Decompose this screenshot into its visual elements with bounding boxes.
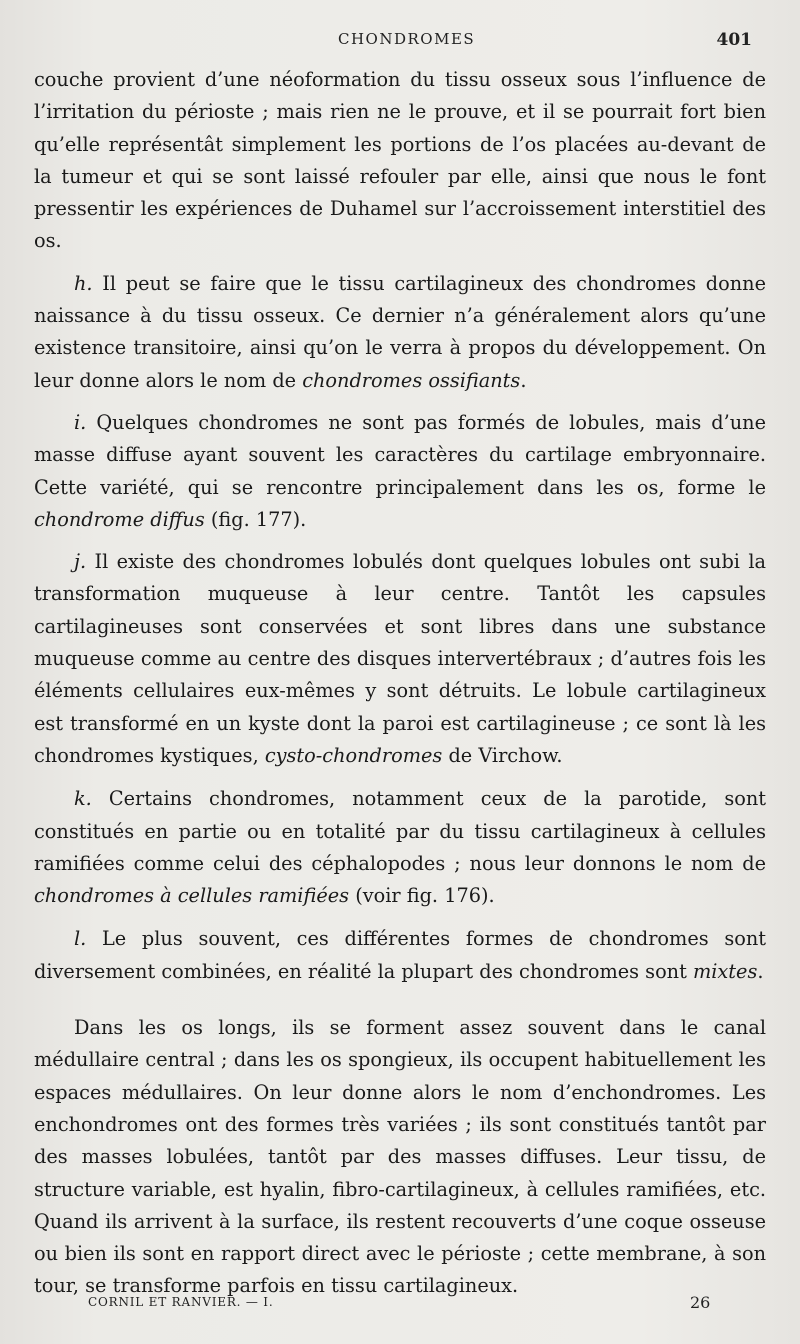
paragraph-j [34,546,766,772]
paragraph-text: Certains chondromes, notamment ceux de la parotide, sont constitués en partie ou en totalité par du tissu cartilagineux à cellules ramifiées comme celui des céphalopodes ; nous leur donnons le nom de [34,787,766,875]
paragraph-label: k. [74,787,92,811]
sheet-number: 26 [690,1293,711,1312]
paragraph-text: couche provient d’une néoformation du tissu osseux sous l’influence de l’irritation du périoste ; mais rien ne le prouve, et il se pourrait fort bien qu’elle représentât simplement les portions de l’os placées au-devant de la tumeur et qui se sont laissé refouler par elle, ainsi que nous le font pressentir les expériences de Duhamel sur l’accroissement interstitiel des os. [34,68,766,253]
body-text [34,64,766,1303]
page-number: 401 [716,30,752,50]
paragraph-k [34,783,766,912]
italic-term: mixtes [692,959,758,983]
italic-term: chondromes ossifiants [302,368,521,392]
paragraph-text: Quelques chondromes ne sont pas formés de lobules, mais d’une masse diffuse ayant souvent les caractères du cartilage embryonnaire. Cette variété, qui se rencontre principalement dans les os, forme le [34,410,766,499]
printer-signature: CORNIL ET RANVIER. — I. [88,1295,274,1309]
paragraph-text: . [757,959,764,983]
paragraph-text: Dans les os longs, ils se forment assez souvent dans le canal médullaire central ; dans les os spongieux, ils occupent habituellement les espaces médullaires. On leur donne alors le nom d’enchondromes. Les enchondromes ont des formes très variées ; ils sont constitués tantôt par des masses lobulées, tantôt par des masses diffuses. Leur tissu, de structure variable, est hyalin, fibro-cartilagineux, à cellules ramifiées, etc. Quand ils arrivent à la surface, ils restent recouverts d’une coque osseuse ou bien ils sont en rapport direct avec le périoste ; cette membrane, à son tour, se transforme parfois en tissu cartilagineux. [34,1016,766,1298]
running-head [0,30,800,54]
paragraph-continuation [34,64,766,258]
paragraph-enchondromes [34,1012,766,1303]
italic-term: chondromes à cellules ramifiées [34,884,350,908]
paragraph-text: (fig. 177). [204,507,307,531]
paragraph-i [34,407,766,536]
paragraph-label: l. [74,927,87,951]
paragraph-text: de Virchow. [442,743,563,767]
italic-term: chondrome diffus [34,507,205,531]
italic-term: cysto-chondromes [264,743,443,767]
page-footer [0,1293,800,1313]
paragraph-text: Le plus souvent, ces différentes formes de chondromes sont diversement combinées, en réalité la plupart des chondromes sont [34,927,766,983]
paragraph-h [34,268,766,397]
paragraph-text: (voir fig. 176). [349,884,495,908]
paragraph-text: Il existe des chondromes lobulés dont quelques lobules ont subi la transformation muqueuse à leur centre. Tantôt les capsules cartilagineuses sont conservées et sont libres dans une substance muqueuse comme au centre des disques intervertébraux ; d’autres fois les éléments cellulaires eux-mêmes y sont détruits. Le lobule cartilagineux est transformé en un kyste dont la paroi est cartilagineuse ; ce sont là les chondromes kystiques, [34,550,766,767]
paragraph-text: . [520,368,527,392]
running-title: CHONDROMES [338,30,476,48]
paragraph-label: j. [74,550,87,574]
paragraph-l [34,923,766,988]
paragraph-text: Il peut se faire que le tissu cartilagineux des chondromes donne naissance à du tissu osseux. Ce dernier n’a généralement alors qu’une existence transitoire, ainsi qu’on le verra à propos du développement. On leur donne alors le nom de [34,271,766,392]
paragraph-label: i. [74,410,87,434]
paragraph-label: h. [74,271,93,295]
